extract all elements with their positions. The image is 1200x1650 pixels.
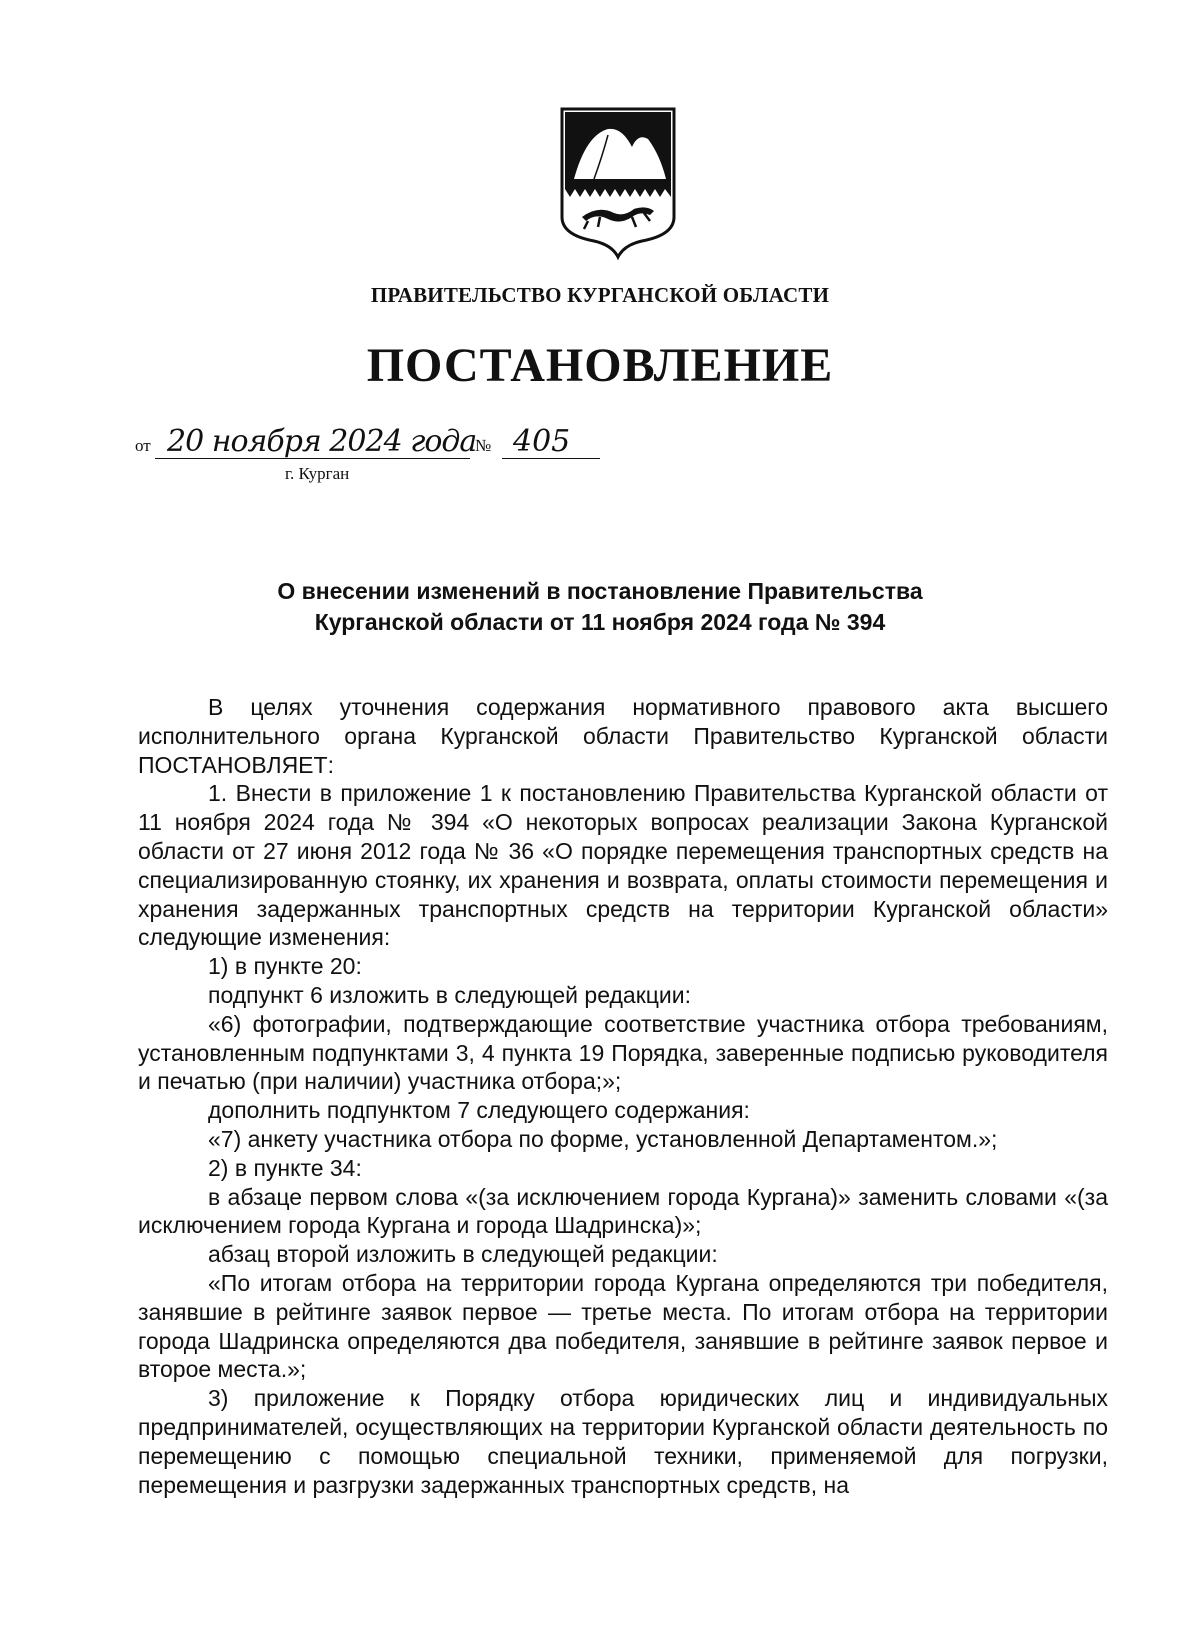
number-label: №	[475, 436, 492, 455]
government-name: ПРАВИТЕЛЬСТВО КУРГАНСКОЙ ОБЛАСТИ	[370, 283, 830, 307]
city-label: г. Курган	[285, 464, 350, 483]
body-paragraph: дополнить подпунктом 7 следующего содержания:	[208, 1097, 750, 1124]
document-subject	[0, 576, 1200, 638]
document-body	[138, 693, 1108, 1499]
body-paragraph: «7) анкету участника отбора по форме, установленной Департаментом.»;	[208, 1125, 998, 1152]
kurgan-coat-of-arms-icon	[558, 105, 678, 263]
body-paragraph: «По итогам отбора на территории города Кургана определяются три победителя, занявшие в рейтинге заявок первое — третье места. По итогам отбора на территории города Шадринска определяются два победителя, занявшие в рейтинге заявок первое и второе места.»;	[138, 1269, 1108, 1383]
handwritten-date: 20 ноября 2024 года	[167, 424, 477, 459]
date-from-label: от	[135, 436, 151, 455]
body-paragraph: абзац второй изложить в следующей редакции:	[208, 1241, 718, 1268]
body-paragraph: подпункт 6 изложить в следующей редакции:	[208, 981, 692, 1008]
body-paragraph: 1) в пункте 20:	[208, 953, 362, 980]
body-paragraph: В целях уточнения содержания нормативного правового акта высшего исполнительного органа Курганской области Правительство Курганской области ПОСТАНОВЛЯЕТ:	[138, 694, 1108, 778]
body-paragraph: 2) в пункте 34:	[208, 1154, 362, 1181]
body-paragraph: в абзаце первом слова «(за исключением города Кургана)» заменить словами «(за исключением города Кургана и города Шадринска)»;	[138, 1183, 1108, 1239]
subject-line-1: О внесении изменений в постановление Правительства	[277, 578, 923, 604]
body-paragraph: 3) приложение к Порядку отбора юридических лиц и индивидуальных предпринимателей, осуществляющих на территории Курганской области деятельность по перемещению с помощью специальной техники, применяемой для погрузки, перемещения и разгрузки задержанных транспортных средств, на	[138, 1385, 1108, 1498]
handwritten-number: 405	[513, 424, 571, 459]
document-type-title: ПОСТАНОВЛЕНИЕ	[366, 339, 834, 392]
dateline	[135, 424, 655, 484]
subject-line-2: Курганской области от 11 ноября 2024 года № 394	[314, 609, 886, 635]
body-paragraph: «6) фотографии, подтверждающие соответствие участника отбора требованиям, установленным подпунктами 3, 4 пункта 19 Порядка, заверенные подписью руководителя и печатью (при наличии) участника отбора;»;	[138, 1010, 1108, 1095]
body-paragraph: 1. Внести в приложение 1 к постановлению Правительства Курганской области от 11 ноября 2024 года № 394 «О некоторых вопросах реализации Закона Курганской области от 27 июня 2012 года № 36 «О порядке перемещения транспортных средств на специализированную стоянку, их хранения и возврата, оплаты стоимости перемещения и хранения задержанных транспортных средств на территории Курганской области» следующие изменения:	[138, 780, 1108, 951]
